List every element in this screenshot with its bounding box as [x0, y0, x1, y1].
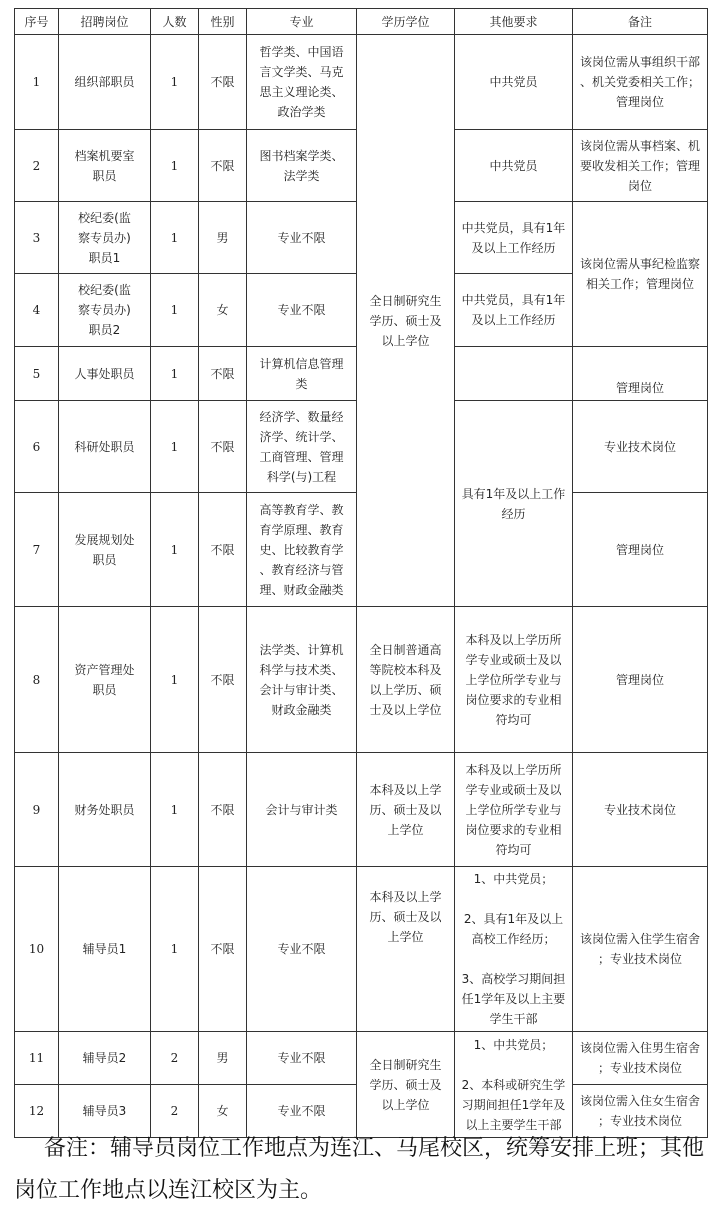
- row-gender: 不限: [199, 867, 247, 1032]
- row-major: 专业不限: [247, 1032, 357, 1085]
- header-other: 其他要求: [455, 9, 573, 35]
- table-row: [15, 867, 708, 1032]
- row-count: 1: [151, 401, 199, 493]
- row-notes: 该岗位需入住女生宿舍 ；专业技术岗位: [573, 1085, 708, 1138]
- row-other: 1、中共党员； 2、具有1年及以上 高校工作经历； 3、高校学习期间担 任1学年及以上主要 学生干部: [455, 867, 573, 1032]
- row-count: 1: [151, 753, 199, 867]
- row-gender: 不限: [199, 401, 247, 493]
- row-count: 1: [151, 35, 199, 130]
- row-count: 2: [151, 1032, 199, 1085]
- row-no: 12: [15, 1085, 59, 1138]
- row-major: 哲学类、中国语 言文学类、马克 思主义理论类、 政治学类: [247, 35, 357, 130]
- row-no: 2: [15, 130, 59, 202]
- row-notes: 管理岗位: [573, 607, 708, 753]
- row-major: 法学类、计算机 科学与技术类、 会计与审计类、 财政金融类: [247, 607, 357, 753]
- row-count: 1: [151, 274, 199, 347]
- header-no: 序号: [15, 9, 59, 35]
- row-gender: 不限: [199, 347, 247, 401]
- row-no: 8: [15, 607, 59, 753]
- header-notes: 备注: [573, 9, 708, 35]
- table-row: [15, 753, 708, 867]
- footnote: [14, 1128, 714, 1212]
- row-other: 中共党员，具有1年 及以上工作经历: [455, 202, 573, 274]
- row-post: 辅导员2: [59, 1032, 151, 1085]
- footnote-text: 备注：辅导员岗位工作地点为连江、马尾校区，统筹安排上班；其他岗位工作地点以连江校区为主。: [14, 1136, 705, 1203]
- row-other: 本科及以上学历所 学专业或硕士及以 上学位所学专业与 岗位要求的专业相 符均可: [455, 753, 573, 867]
- row-post: 科研处职员: [59, 401, 151, 493]
- row-no: 5: [15, 347, 59, 401]
- row-post: 财务处职员: [59, 753, 151, 867]
- row-gender: 男: [199, 202, 247, 274]
- header-education: 学历学位: [357, 9, 455, 35]
- recruitment-table: [14, 8, 708, 1138]
- row-gender: 不限: [199, 130, 247, 202]
- row-count: 1: [151, 347, 199, 401]
- row-no: 6: [15, 401, 59, 493]
- row-gender: 不限: [199, 753, 247, 867]
- row-notes: 专业技术岗位: [573, 401, 708, 493]
- education-row8: 全日制普通高 等院校本科及 以上学历、硕 士及以上学位: [357, 607, 455, 753]
- row-gender: 女: [199, 274, 247, 347]
- row-notes: 该岗位需从事档案、机 要收发相关工作；管理 岗位: [573, 130, 708, 202]
- row-gender: 女: [199, 1085, 247, 1138]
- row-post: 资产管理处 职员: [59, 607, 151, 753]
- row-notes: 专业技术岗位: [573, 753, 708, 867]
- row-post: 辅导员1: [59, 867, 151, 1032]
- row-other: 1、中共党员； 2、本科或研究生学 习期间担任1学年及 以上主要学生干部: [455, 1032, 573, 1138]
- education-row9: 本科及以上学 历、硕士及以 上学位: [357, 753, 455, 867]
- header-major: 专业: [247, 9, 357, 35]
- row-other: 本科及以上学历所 学专业或硕士及以 上学位所学专业与 岗位要求的专业相 符均可: [455, 607, 573, 753]
- row-notes: 该岗位需入住学生宿舍 ；专业技术岗位: [573, 867, 708, 1032]
- education-row10: 本科及以上学 历、硕士及以 上学位: [357, 867, 455, 1032]
- row-count: 1: [151, 202, 199, 274]
- row-gender: 不限: [199, 493, 247, 607]
- table-row: [15, 607, 708, 753]
- row-count: 1: [151, 867, 199, 1032]
- row-count: 1: [151, 607, 199, 753]
- row-notes: 管理岗位: [573, 347, 708, 401]
- row-notes: 管理岗位: [573, 493, 708, 607]
- row-post: 人事处职员: [59, 347, 151, 401]
- row-major: 专业不限: [247, 202, 357, 274]
- row-gender: 不限: [199, 35, 247, 130]
- row-notes: 该岗位需从事组织干部 、机关党委相关工作； 管理岗位: [573, 35, 708, 130]
- row-count: 1: [151, 493, 199, 607]
- row-post: 校纪委(监 察专员办) 职员2: [59, 274, 151, 347]
- row-no: 3: [15, 202, 59, 274]
- row-notes: 该岗位需从事纪检监察 相关工作；管理岗位: [573, 202, 708, 347]
- row-major: 经济学、数量经 济学、统计学、 工商管理、管理 科学(与)工程: [247, 401, 357, 493]
- table-row: [15, 35, 708, 130]
- row-major: 计算机信息管理 类: [247, 347, 357, 401]
- row-major: 图书档案学类、 法学类: [247, 130, 357, 202]
- row-post: 组织部职员: [59, 35, 151, 130]
- row-post: 辅导员3: [59, 1085, 151, 1138]
- header-row: [15, 9, 708, 35]
- row-post: 档案机要室 职员: [59, 130, 151, 202]
- education-group1: 全日制研究生 学历、硕士及 以上学位: [357, 35, 455, 607]
- row-no: 4: [15, 274, 59, 347]
- row-other: 中共党员: [455, 35, 573, 130]
- row-count: 2: [151, 1085, 199, 1138]
- row-count: 1: [151, 130, 199, 202]
- row-major: 高等教育学、教 育学原理、教育 史、比较教育学 、教育经济与管 理、财政金融类: [247, 493, 357, 607]
- row-notes: 该岗位需入住男生宿舍 ；专业技术岗位: [573, 1032, 708, 1085]
- row-other: 中共党员: [455, 130, 573, 202]
- row-no: 11: [15, 1032, 59, 1085]
- row-major: 专业不限: [247, 867, 357, 1032]
- header-count: 人数: [151, 9, 199, 35]
- row-post: 校纪委(监 察专员办) 职员1: [59, 202, 151, 274]
- row-gender: 男: [199, 1032, 247, 1085]
- education-group11: 全日制研究生 学历、硕士及 以上学位: [357, 1032, 455, 1138]
- row-post: 发展规划处 职员: [59, 493, 151, 607]
- row-gender: 不限: [199, 607, 247, 753]
- table-row: [15, 1032, 708, 1085]
- header-post: 招聘岗位: [59, 9, 151, 35]
- row-major: 专业不限: [247, 274, 357, 347]
- row-no: 1: [15, 35, 59, 130]
- header-gender: 性别: [199, 9, 247, 35]
- row-no: 10: [15, 867, 59, 1032]
- row-other: 具有1年及以上工作 经历: [455, 401, 573, 607]
- row-other: 中共党员，具有1年 及以上工作经历: [455, 274, 573, 347]
- row-major: 专业不限: [247, 1085, 357, 1138]
- row-major: 会计与审计类: [247, 753, 357, 867]
- row-no: 7: [15, 493, 59, 607]
- row-other: [455, 347, 573, 401]
- row-no: 9: [15, 753, 59, 867]
